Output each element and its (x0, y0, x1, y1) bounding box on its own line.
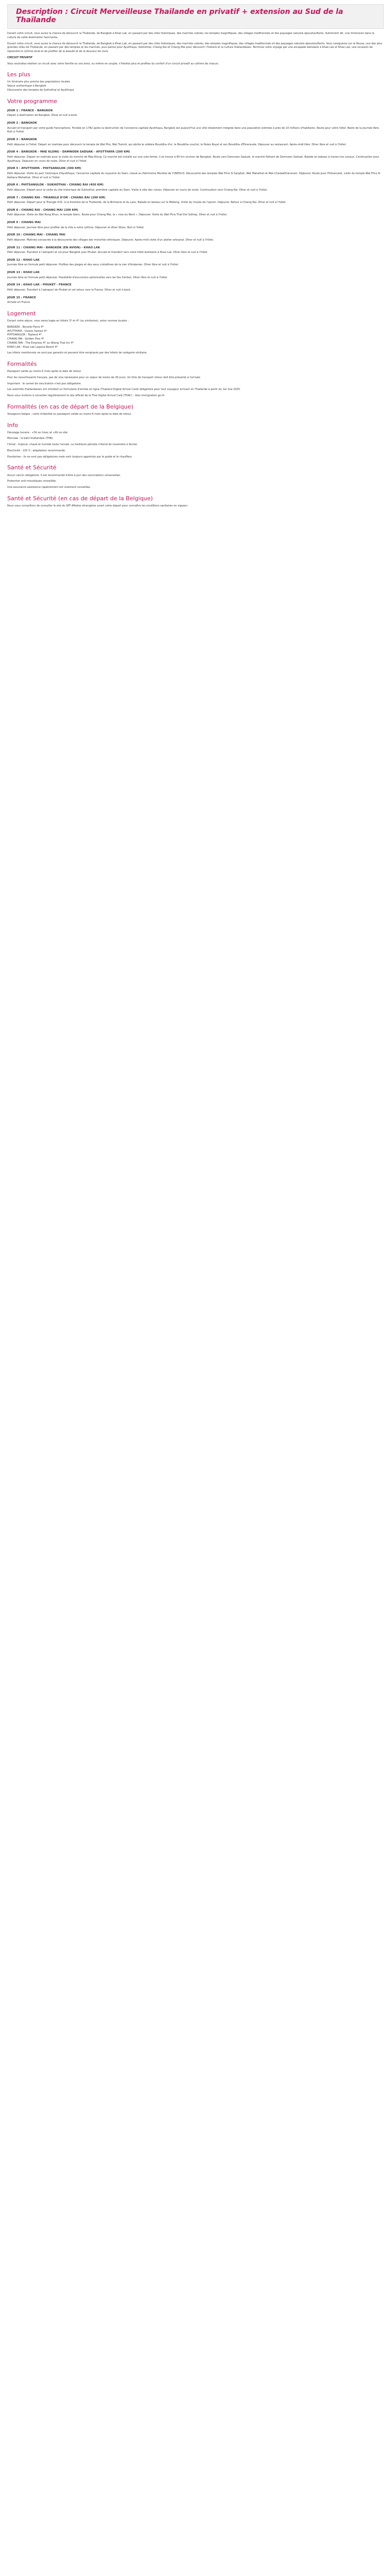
day-text: Petit déjeuner. Transfert à l'aéroport et vol pour Bangkok puis Phuket. Accueil et transfert vers votre hôtel balnéaire à Khao Lak. Dîner libre et nuit à l'hôtel. (7, 251, 208, 255)
day-title: JOUR 3 : BANGKOK (7, 138, 37, 142)
intro-block (7, 32, 384, 66)
section-title-sante: Santé et Sécurité (7, 464, 57, 471)
logement-intro: Durant votre séjour, vous serez logés en hôtels 3* et 4* (ou similaires), selon normes locales : (7, 319, 129, 323)
sante-list (7, 474, 384, 490)
hotel-item: PHITSANULOK : Topland 4* (7, 333, 42, 337)
day-title: JOUR 13 : KHAO LAK (7, 271, 40, 275)
day-text: Petit déjeuner. Journée libre pour profiter de la ville à votre rythme. Déjeuner et dîner libres. Nuit à l'hôtel. (7, 226, 144, 229)
section-title-sante-belgique: Santé et Sécurité (en cas de départ de la Belgique) (7, 495, 153, 502)
day-title: JOUR 9 : CHIANG MAI (7, 221, 41, 225)
section-title-programme: Votre programme (7, 97, 57, 105)
formalites-paragraph: Les autorités thaïlandaises ont introduit un formulaire d'entrée en ligne (Thailand Digital Arrival Card) obligatoire pour tout voyageur arrivant en Thaïlande à partir du 1er mai 2025. (7, 388, 241, 392)
section-title-plus: Les plus (7, 71, 30, 78)
day-title: JOUR 1 : FRANCE - BANGKOK (7, 109, 53, 112)
day-title: JOUR 6 : PHITSANULOK - SUKHOTHAI - CHIANG RAI (450 KM) (7, 183, 104, 187)
day-title: JOUR 14 : KHAO LAK - PHUKET - FRANCE (7, 283, 72, 287)
intro-label: CIRCUIT PRIVATIF (7, 56, 33, 59)
day-text: Petit déjeuner. Matinée consacrée à la découverte des villages des minorités ethniques. Déjeuner. Après-midi visite d'un atelier artisanal. Dîner et nuit à l'hôtel. (7, 238, 214, 242)
hotel-item: KHAO LAK : Khao Lak Laguna Resort 4* (7, 345, 58, 349)
hotel-item: CHIANG RAI : Golden Pine 4* (7, 337, 44, 341)
section-title-formalites: Formalités (7, 361, 37, 368)
infos-list (7, 431, 384, 460)
description-banner (7, 4, 384, 29)
plus-item: Un itinéraire plus proche des populations locales (7, 80, 70, 84)
infos-paragraph: Climat : tropical, chaud et humide toute l'année. La meilleure période s'étend de novembre à février. (7, 443, 138, 447)
day-text: Arrivée en France. (7, 301, 31, 304)
day-title: JOUR 11 : CHIANG MAI - BANGKOK (EN AVION) - KHAO LAK (7, 246, 100, 249)
infos-paragraph: Décalage horaire : +5h en hiver et +6h en été. (7, 431, 69, 434)
formalites-list (7, 370, 384, 398)
day-text: Journée libre en formule petit déjeuner. Possibilité d'excursions optionnelles vers les îles Similan. Dîner libre et nuit à l'hôtel. (7, 276, 168, 279)
day-title: JOUR 7 : CHIANG RAI - TRIANGLE D'OR - CHIANG RAI (200 KM) (7, 196, 106, 199)
hotel-item: CHIANG MAI : The Empress 4* ou Wiang Thai Inn 4* (7, 341, 74, 345)
day-text: Petit déjeuner. Visite du parc historique d'Ayutthaya, l'ancienne capitale du royaume du Siam, classé au Patrimoine Mondial de l'UNESCO. Découverte des temples Wat Phra Si Sanphet, Wat Mahathat et Wat Chaiwatthanaram. Déjeuner. Route pour Phitsanulok, visite du temple Wat Phra Si Rattana Mahathat. Dîner et nuit à l'hôtel. (7, 172, 381, 179)
programme-list (7, 109, 384, 305)
day-title: JOUR 10 : CHIANG MAI - CHIANG MAI (7, 233, 66, 237)
page (0, 0, 391, 523)
hotel-item: AYUTTHAYA : Classic Kameo 4* (7, 329, 47, 333)
formalites-belgique-list (7, 413, 384, 417)
day-text: Petit déjeuner. Départ pour la visite du site historique de Sukhothaï, première capitale du Siam. Visite à vélo des ruines. Déjeuner en cours de route. Continuation vers Chiang Rai. Dîner et nuit à l'hôtel. (7, 188, 268, 192)
sante-belgique-paragraph: Nous vous conseillons de consulter le site du SPF Affaires étrangères avant votre départ pour connaître les conditions sanitaires en vigueur. (7, 504, 188, 507)
intro-paragraph: Vous souhaitez réaliser ce circuit avec votre famille ou vos amis, ou même en couple, n'hésitez plus et profitez du confort d'un circuit privatif au rythme de chacun. (7, 62, 219, 65)
section-title-formalites-belgique: Formalités (en cas de départ de la Belgique) (7, 403, 134, 410)
day-title: JOUR 8 : CHIANG RAI - CHIANG MAI (200 KM) (7, 208, 78, 212)
day-text: Accueil et transport par votre guide francophone. Fondée en 1782 après la destruction de l'ancienne capitale Ayutthaya, Bangkok est aujourd'hui une ville totalement intégrée dans une population estimée à près de 10 millions d'habitants. Route pour votre hôtel. Reste de la journée libre. Nuit à l'hôtel. (7, 126, 380, 134)
formalites-paragraph: Important : le carnet de vaccination n'est pas obligatoire. (7, 382, 82, 385)
day-text: Journée libre en formule petit déjeuner. Profitez des plages et des eaux cristallines de la mer d'Andaman. Dîner libre et nuit à l'hôtel. (7, 263, 179, 267)
section-title-infos: Info (7, 421, 18, 429)
formalites-paragraph: Nous vous invitons à consulter régulièrement le site officiel de la Thai Digital Arrival Card (TDAC) : tdac.immigration.go.th (7, 394, 165, 398)
infos-paragraph: Monnaie : le baht thaïlandais (THB). (7, 437, 54, 440)
content (0, 32, 391, 508)
day-text: Petit déjeuner à l'hôtel. Départ en matinée pour découvrir le temple de Wat Pho, Wat Traimit, qui abrite le célèbre Bouddha d'or, le Bouddha couché, le Palais Royal et son Bouddha d'Émeraude. Déjeuner au restaurant. Après-midi libre. Dîner libre et nuit à l'hôtel. (7, 143, 347, 146)
day-title: JOUR 2 : BANGKOK (7, 122, 37, 125)
formalites-paragraph: Pour les ressortissants français, pas de visa nécessaire pour un séjour de moins de 30 jours. Un titre de transport retour doit être présenté à l'arrivée. (7, 376, 201, 379)
sante-paragraph: Une assurance assistance rapatriement est vivement conseillée. (7, 486, 91, 489)
day-title: JOUR 15 : FRANCE (7, 296, 36, 299)
plus-item: Découverte des temples de Sukhothaï et Ayutthaya (7, 88, 74, 92)
sante-paragraph: Protection anti-moustiques conseillée. (7, 480, 57, 483)
intro-paragraph: Durant votre circuit, vous aurez la chance de découvrir la Thaïlande, de Bangkok à Khao Lak, en passant par des cités historiques, des marchés colorés, des temples magnifiques, des villages traditionnels et des paysages naturels époustouflants. Vous naviguerez sur le fleuve, une des plus grandes villes de Thaïlande, en passant par des temples et les marchés, puis partez pour Ayutthaya, Sukhothaï, Chiang Rai et Chiang Mai pour découvrir l'histoire et la culture thaïlandaises. Terminez votre voyage par une escapade balnéaire à Khao Lak et Khao Lak, une occasion de reprendre le rythme local et de profiter de la beauté et de la douceur de vivre. (7, 42, 382, 54)
day-title: JOUR 4 : BANGKOK - MAE KLONG - DAMNOEN SADUAK - AYUTTHAYA (200 KM) (7, 150, 131, 154)
formalites-belgique-paragraph: Voyageurs belges : carte d'identité ou passeport valide au moins 6 mois après la date de retour. (7, 412, 132, 416)
day-title: JOUR 5 : AYUTTHAYA - PHITSANULOK (300 KM) (7, 167, 82, 171)
formalites-paragraph: Passeport valide au moins 6 mois après la date de retour. (7, 370, 82, 374)
logement-list (7, 319, 384, 355)
section-title-logement: Logement (7, 310, 36, 317)
sante-paragraph: Aucun vaccin obligatoire. Il est recommandé d'être à jour des vaccinations universelles. (7, 473, 121, 477)
day-text: Petit déjeuner. Départ pour le Triangle d'Or, à la frontière de la Thaïlande, de la Birmanie et du Laos. Balade en bateau sur le Mékong. Visite du musée de l'opium. Déjeuner. Retour à Chiang Rai. Dîner et nuit à l'hôtel. (7, 201, 286, 205)
plus-list (7, 80, 384, 92)
day-text: Petit déjeuner. Visite du Wat Rong Khun, le temple blanc. Route pour Chiang Mai, la « rose du Nord ». Déjeuner. Visite du Wat Phra That Doi Suthep. Dîner et nuit à l'hôtel. (7, 213, 227, 217)
day-text: Départ à destination de Bangkok. Dîner et nuit à bord. (7, 114, 78, 117)
hotel-item: BANGKOK : Novotel Fenix 4* (7, 325, 44, 329)
page-title: Description : Circuit Merveilleuse Thaïlande en privatif + extension au Sud de la Thaïlande (16, 8, 344, 25)
intro-paragraph: Durant votre circuit, vous aurez la chance de découvrir la Thaïlande, de Bangkok à Khao Lak, en passant par des cités historiques, des marchés colorés, les temples magnifiques, des villages traditionnels et des paysages naturels époustouflants. Autrement dit, une immersion dans la culture de cette destination fascinante. (7, 32, 374, 39)
day-text: Petit déjeuner. Transfert à l'aéroport de Phuket et vol retour vers la France. Dîner et nuit à bord. (7, 289, 131, 292)
logement-note: Les hôtels mentionnés ne sont pas garantis et peuvent être remplacés par des hôtels de catégorie similaire. (7, 351, 148, 355)
day-text: Petit déjeuner. Départ en matinée pour la visite du marché de Mae Klong. Ce marché est installé sur une voie ferrée. Il se trouve à 80 km environ de Bangkok. Route vers Damnoen Saduak, le marché flottant de Damnoen Saduak. Balade en bateau à travers les canaux. Continuation pour Ayutthaya. Déjeuner en cours de route. Dîner et nuit à l'hôtel. (7, 155, 380, 163)
plus-item: Séjour authentique à Bangkok (7, 84, 46, 88)
infos-paragraph: Pourboires : ils ne sont pas obligatoires mais sont toujours appréciés par le guide et le chauffeur. (7, 455, 133, 459)
day-title: JOUR 12 : KHAO LAK (7, 258, 40, 262)
infos-paragraph: Électricité : 220 V ; adaptateur recommandé. (7, 449, 66, 452)
sante-belgique-list (7, 504, 384, 509)
